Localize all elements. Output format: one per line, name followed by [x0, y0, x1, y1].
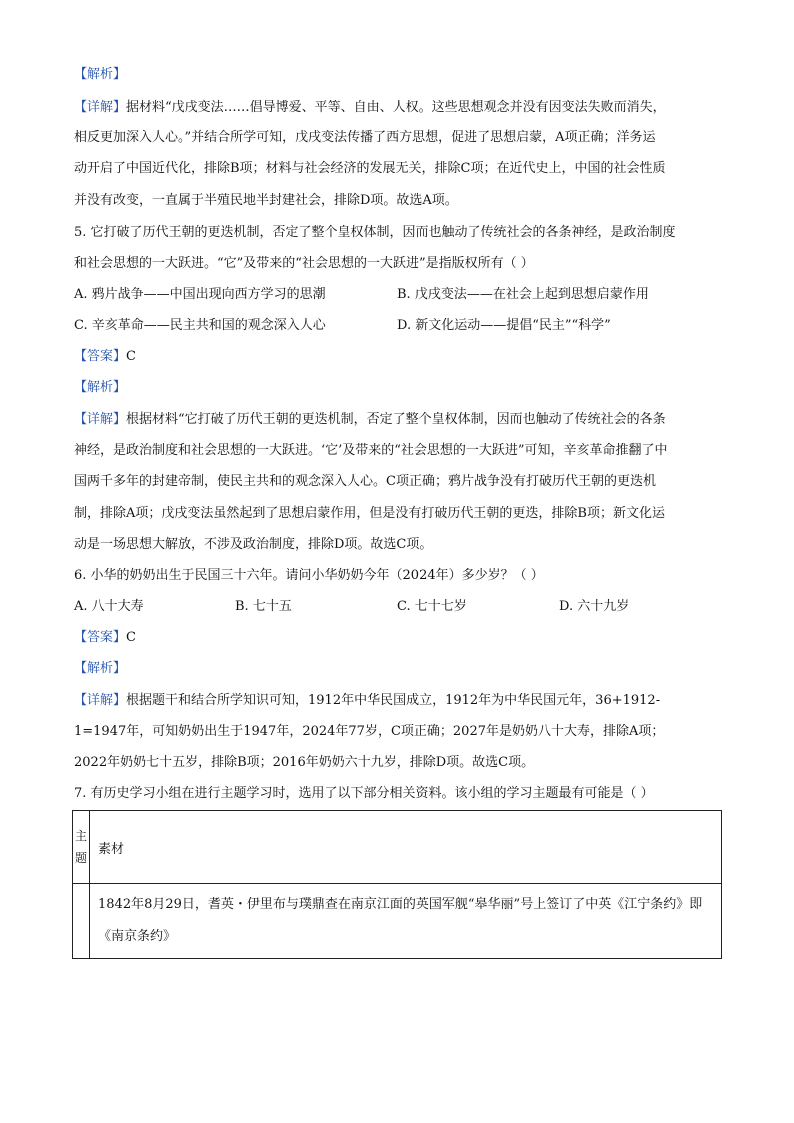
- option-a: A. 鸦片战争——中国出现向西方学习的思潮: [74, 287, 326, 302]
- option-a: A. 八十大寿: [74, 599, 144, 614]
- detail-line: 动开启了中国近代化，排除B项；材料与社会经济的发展无关，排除C项；在近代史上，中国的社会性质: [74, 161, 666, 176]
- answer-value: C: [126, 630, 136, 645]
- answer-value: C: [126, 349, 136, 364]
- question-stem: 7. 有历史学习小组在进行主题学习时，选用了以下部分相关资料。该小组的学习主题最有可能是（ ）: [74, 786, 654, 801]
- table-row: [73, 884, 722, 959]
- detail-text: 据材料“戊戌变法……倡导博爱、平等、自由、人权。这些思想观念并没有因变法失败而消失，: [126, 100, 666, 115]
- option-c: C. 七十七岁: [397, 599, 467, 614]
- detail-text: 根据材料“它打破了历代王朝的更迭机制，否定了整个皇权体制，因而也触动了传统社会的各条: [126, 412, 666, 427]
- detail-text: 根据题干和结合所学知识可知，1912年中华民国成立，1912年为中华民国元年，36+1912-: [126, 693, 661, 708]
- detail-tag: 【详解】: [74, 412, 127, 427]
- detail-line: 1=1947年，可知奶奶出生于1947年，2024年77岁，C项正确；2027年是奶奶八十大寿，排除A项；: [74, 724, 665, 739]
- material-table: [72, 810, 722, 959]
- detail-tag: 【详解】: [74, 100, 127, 115]
- answer-tag: 【答案】: [74, 349, 127, 364]
- option-c: C. 辛亥革命——民主共和国的观念深入人心: [74, 318, 326, 333]
- option-b: B. 戊戌变法——在社会上起到思想启蒙作用: [397, 287, 649, 302]
- option-d: D. 六十九岁: [559, 599, 630, 614]
- table-header-row: [73, 811, 722, 884]
- theme-header: 主题: [73, 811, 90, 884]
- detail-line: 国两千多年的封建帝制，使民主共和的观念深入人心。C项正确；鸦片战争没有打破历代王朝的更迭机: [74, 474, 656, 489]
- detail-line: 2022年奶奶七十五岁，排除B项；2016年奶奶六十九岁，排除D项。故选C项。: [74, 755, 535, 770]
- detail-line: [74, 692, 660, 710]
- detail-line: 相反更加深入人心。”并结合所学可知，戊戌变法传播了西方思想，促进了思想启蒙，A项正确；洋务运: [74, 130, 656, 145]
- answer-line: [74, 348, 136, 366]
- analysis-tag: 【解析】: [74, 661, 127, 676]
- question-stem: 和社会思想的一大跃进。“它”及带来的“社会思想的一大跃进”是指版权所有（ ）: [74, 256, 534, 271]
- detail-line: [74, 411, 666, 429]
- detail-line: 并没有改变，一直属于半殖民地半封建社会，排除D项。故选A项。: [74, 193, 458, 208]
- material-header: 素材: [90, 811, 722, 884]
- answer-tag: 【答案】: [74, 630, 127, 645]
- detail-line: 动是一场思想大解放，不涉及政治制度，排除D项。故选C项。: [74, 537, 433, 552]
- analysis-tag: 【解析】: [74, 67, 127, 82]
- material-cell: [90, 884, 722, 959]
- detail-tag: 【详解】: [74, 693, 127, 708]
- theme-cell: [73, 884, 90, 959]
- analysis-tag: 【解析】: [74, 380, 127, 395]
- detail-line: 制，排除A项；戊戌变法虽然起到了思想启蒙作用，但是没有打破历代王朝的更迭，排除B项；新文化运: [74, 506, 665, 521]
- detail-line: [74, 99, 666, 117]
- option-d: D. 新文化运动——提倡“民主”“科学”: [397, 318, 611, 333]
- question-stem: 6. 小华的奶奶出生于民国三十六年。请问小华奶奶今年（2024年）多少岁？（ ）: [74, 568, 544, 583]
- question-stem: 5. 它打破了历代王朝的更迭机制，否定了整个皇权体制，因而也触动了传统社会的各条神经，是政治制度: [74, 225, 676, 240]
- option-b: B. 七十五: [235, 599, 292, 614]
- material-text: 1842年8月29日，耆英・伊里布与璞鼎查在南京江面的英国军舰“皋华丽”号上签订了中英《江宁条约》即《南京条约》: [98, 897, 703, 944]
- answer-line: [74, 629, 136, 647]
- detail-line: 神经，是政治制度和社会思想的一大跃进。‘它’及带来的“社会思想的一大跃进”可知，辛亥革命推翻了中: [74, 443, 668, 458]
